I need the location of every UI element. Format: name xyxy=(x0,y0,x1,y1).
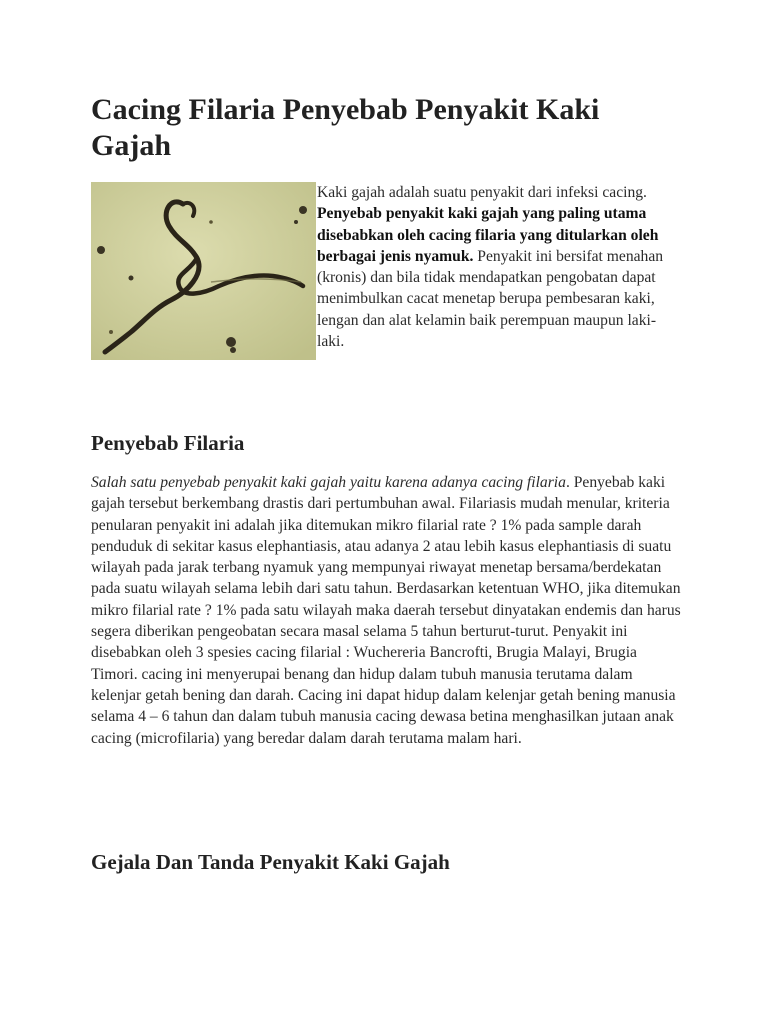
intro-bold-text: Penyebab penyakit kaki gajah yang paling utama disebabkan oleh cacing filaria yang ditularkan oleh berbagai jenis nyamuk. xyxy=(317,205,659,265)
cause-body-text: . Penyebab kaki gajah tersebut berkembang drastis dari pertumbuhan awal. Filariasis mudah menular, kriteria penularan penyakit ini adalah jika ditemukan mikro filarial rate ? 1% pada sample darah penduduk di sekitar kasus elephantiasis, atau adanya 2 atau lebih kasus elephantiasis di suatu wilayah pada jarak terbang nyamuk yang mempunyai riwayat menetap bersama/berdekatan pada suatu wilayah selama lebih dari satu tahun. Berdasarkan ketentuan WHO, jika ditemukan mikro filarial rate ? 1% pada satu wilayah maka daerah tersebut dinyatakan endemis dan harus segera diberikan pengeobatan secara masal selama 5 tahun berturut-turut. Penyakit ini disebabkan oleh 3 spesies cacing filarial : Wuchereria Bancrofti, Brugia Malayi, Brugia Timori. cacing ini menyerupai benang dan hidup dalam tubuh manusia terutama dalam kelenjar getah bening dan darah. Cacing ini dapat hidup dalam kelenjar getah bening manusia selama 4 – 6 tahun dan dalam tubuh manusia cacing dewasa betina menghasilkan jutaan anak cacing (microfilaria) yang beredar dalam darah terutama malam hari. xyxy=(91,474,681,747)
intro-text-1: Kaki gajah adalah suatu penyakit dari infeksi cacing. xyxy=(317,184,647,201)
filaria-worm-image xyxy=(91,182,316,360)
page-title: Cacing Filaria Penyebab Penyakit Kaki Gajah xyxy=(91,93,600,162)
filaria-worm-icon xyxy=(91,182,316,360)
intro-text-2: Penyakit ini bersifat menahan (kronis) dan bila tidak mendapatkan pengobatan dapat menimbulkan cacat menetap berupa pembesaran kaki, lengan dan alat kelamin baik perempuan maupun laki-laki. xyxy=(317,247,664,351)
intro-paragraph xyxy=(317,182,677,352)
cause-paragraph xyxy=(91,472,683,749)
section-heading-symptoms: Gejala Dan Tanda Penyakit Kaki Gajah xyxy=(91,850,450,874)
section-heading-cause: Penyebab Filaria xyxy=(91,431,245,455)
cause-italic-text: Salah satu penyebab penyakit kaki gajah yaitu karena adanya cacing filaria xyxy=(91,474,566,491)
